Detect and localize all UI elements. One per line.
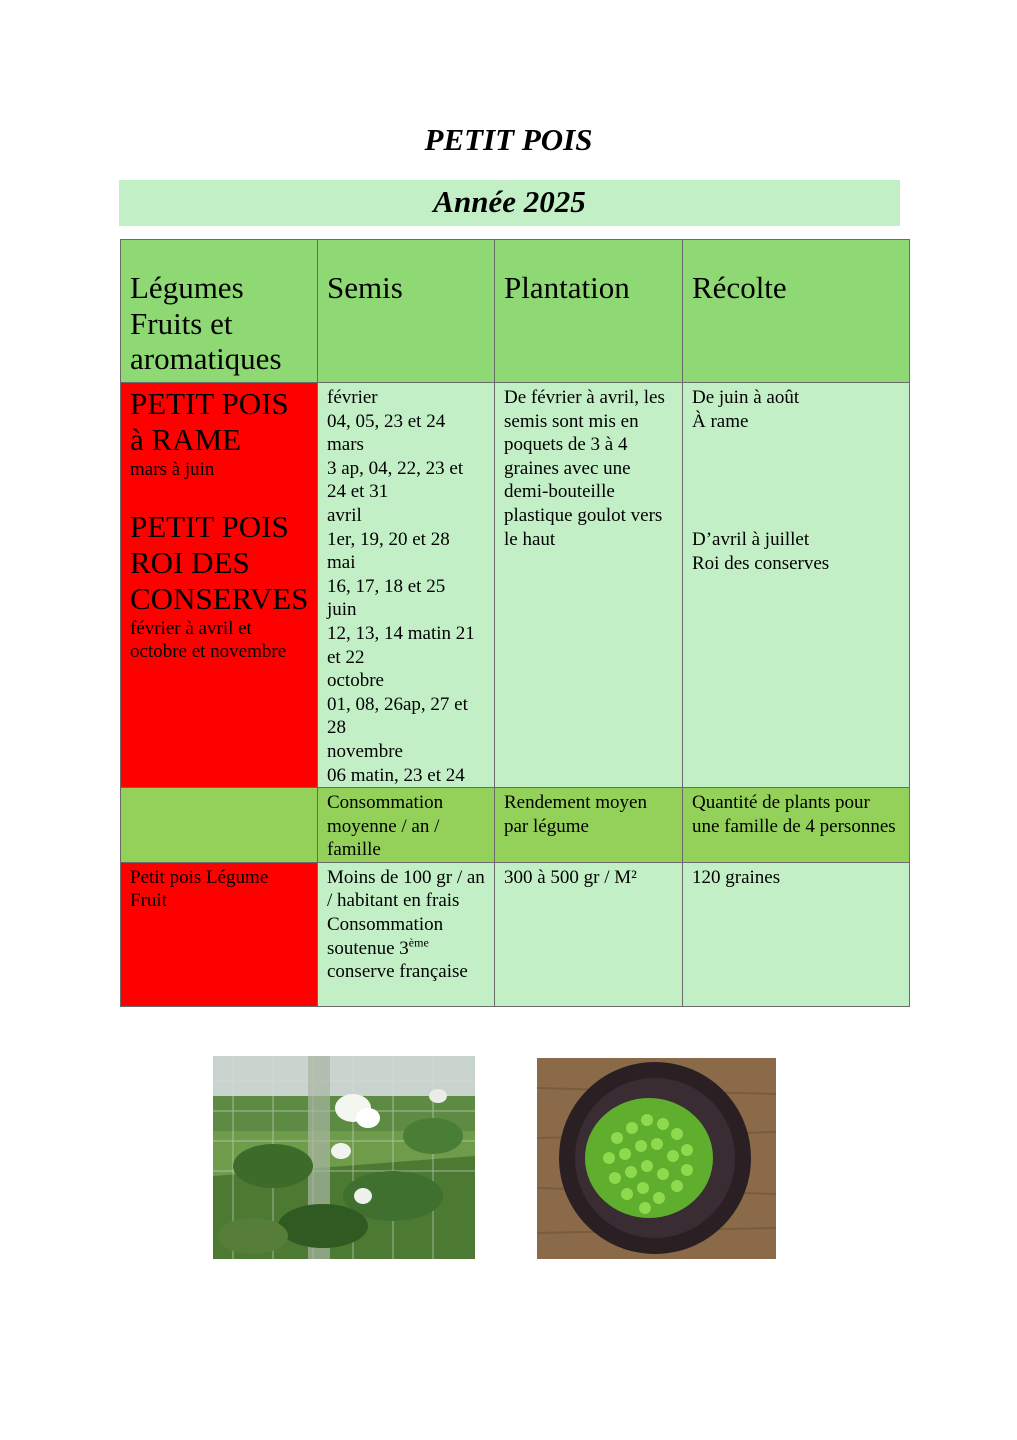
recolte-period: D’avril à juillet (692, 529, 810, 551)
bowl-of-peas-photo (537, 1058, 776, 1259)
pea-plant-photo (213, 1056, 475, 1259)
recolte-period: De juin à août (692, 387, 800, 408)
recolte-variety: Roi des conserves (692, 552, 830, 574)
variety-period: février à avril et octobre et novembre (130, 617, 287, 663)
variety-name: PETIT POIS ROI DES CONSERVES (130, 508, 309, 616)
semis-month: avril (327, 504, 362, 526)
semis-month: juin (327, 599, 357, 621)
varieties-cell (121, 383, 318, 788)
semis-days: 06 matin, 23 et 24 (327, 764, 465, 786)
semis-days: 01, 08, 26ap, 27 et 28 (327, 693, 468, 739)
vegetable-type-cell: Petit pois Légume Fruit (121, 862, 318, 1006)
semis-month: octobre (327, 670, 384, 692)
semis-month: février (327, 387, 378, 408)
plant-quantity-value: 120 graines (683, 862, 910, 1006)
semis-days: 12, 13, 14 matin 21 et 22 (327, 622, 475, 668)
semis-month: novembre (327, 740, 403, 762)
header-plantation: Plantation (495, 240, 683, 383)
header-vegetables: Légumes Fruits et aromatiques (121, 240, 318, 383)
recolte-variety: À rame (692, 410, 749, 432)
variety-period: mars à juin (130, 459, 215, 480)
semis-days: 1er, 19, 20 et 28 (327, 528, 450, 550)
page-title: PETIT POIS (424, 122, 593, 157)
semis-month: mars (327, 434, 364, 456)
recolte-cell (683, 383, 910, 788)
semis-dates-cell (318, 383, 495, 788)
table-row (121, 383, 910, 788)
semis-days: 04, 05, 23 et 24 (327, 410, 446, 432)
yield-value: 300 à 500 gr / M² (495, 862, 683, 1006)
header-recolte: Récolte (683, 240, 910, 383)
plantation-cell: De février à avril, les semis sont mis en poquets de 3 à 4 graines avec une demi-bouteille plastique goulot vers le haut (495, 383, 683, 788)
header-semis: Semis (318, 240, 495, 383)
table-row (121, 788, 910, 863)
empty-cell (121, 788, 318, 863)
header-row (121, 240, 910, 383)
variety-name: PETIT POIS à RAME (130, 386, 289, 457)
yield-label: Rendement moyen par légume (495, 788, 683, 863)
planting-table (120, 239, 910, 1007)
semis-month: mai (327, 552, 356, 574)
plant-quantity-label: Quantité de plants pour une famille de 4 personnes (683, 788, 910, 863)
semis-days: 16, 17, 18 et 25 (327, 575, 446, 597)
consumption-label: Consommation moyenne / an / famille (318, 788, 495, 863)
semis-days: 3 ap, 04, 22, 23 et 24 et 31 (327, 457, 464, 503)
table-row (121, 862, 910, 1006)
year-banner: Année 2025 (119, 180, 900, 226)
consumption-value: Moins de 100 gr / an / habitant en frais Consommation soutenue 3ème conserve française (318, 862, 495, 1006)
